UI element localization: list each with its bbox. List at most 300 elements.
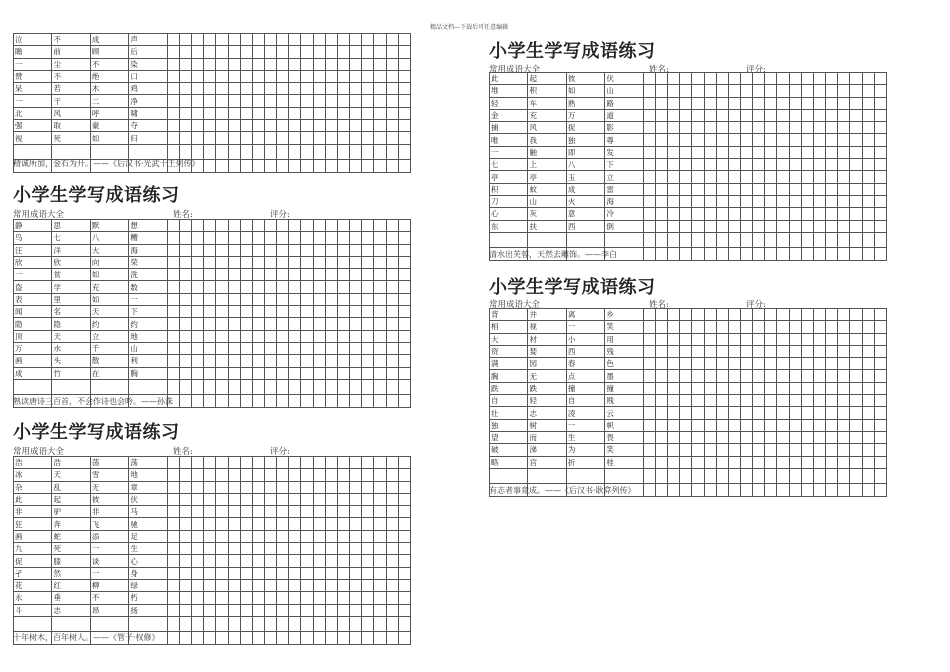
practice-cell xyxy=(325,530,337,542)
practice-cell xyxy=(204,256,216,268)
practice-cell xyxy=(838,407,850,419)
practice-cell xyxy=(680,333,692,345)
idiom-row xyxy=(14,318,411,330)
idiom-char-cell: 干 xyxy=(52,95,90,107)
practice-cell xyxy=(277,281,289,293)
practice-cell xyxy=(362,355,374,367)
idiom-char-cell: 表 xyxy=(14,293,52,305)
practice-cell xyxy=(325,120,337,132)
practice-cell xyxy=(826,134,838,146)
blank-cell xyxy=(325,631,337,644)
idiom-char-cell: 胸 xyxy=(129,367,167,379)
practice-cell xyxy=(777,333,789,345)
practice-cell xyxy=(240,107,252,119)
blank-cell xyxy=(313,159,325,172)
practice-cell xyxy=(252,120,264,132)
practice-cell xyxy=(643,456,655,468)
practice-cell xyxy=(337,46,349,58)
practice-cell xyxy=(728,73,740,85)
practice-cell xyxy=(643,419,655,431)
idiom-char-cell: 取 xyxy=(52,120,90,132)
practice-cell xyxy=(826,309,838,321)
blank-cell xyxy=(490,468,528,483)
practice-cell xyxy=(874,333,886,345)
practice-cell xyxy=(228,592,240,604)
practice-cell xyxy=(252,318,264,330)
idiom-char-cell: 影 xyxy=(605,122,643,134)
practice-cell xyxy=(655,73,667,85)
practice-cell xyxy=(277,530,289,542)
practice-cell xyxy=(386,107,398,119)
blank-cell xyxy=(728,468,740,483)
idiom-char-cell: 彼 xyxy=(566,73,604,85)
practice-cell xyxy=(716,195,728,207)
practice-cell xyxy=(789,358,801,370)
practice-cell xyxy=(325,220,337,232)
idiom-char-cell: 桂 xyxy=(605,456,643,468)
practice-cell xyxy=(680,109,692,121)
practice-cell xyxy=(277,469,289,481)
practice-cell xyxy=(204,70,216,82)
blank-cell xyxy=(374,379,386,394)
practice-cell xyxy=(179,132,191,144)
practice-cell xyxy=(838,97,850,109)
practice-cell xyxy=(289,330,301,342)
practice-cell xyxy=(838,321,850,333)
practice-cell xyxy=(192,281,204,293)
practice-cell xyxy=(765,183,777,195)
practice-cell xyxy=(301,58,313,70)
practice-cell xyxy=(753,382,765,394)
practice-cell xyxy=(850,444,862,456)
practice-cell xyxy=(265,604,277,616)
idiom-grid xyxy=(489,308,887,497)
practice-cell xyxy=(216,530,228,542)
practice-cell xyxy=(167,555,179,567)
blank-cell xyxy=(289,616,301,631)
practice-cell xyxy=(655,407,667,419)
blank-cell xyxy=(192,616,204,631)
idiom-row xyxy=(14,604,411,616)
practice-cell xyxy=(313,232,325,244)
practice-cell xyxy=(826,85,838,97)
practice-cell xyxy=(192,604,204,616)
practice-cell xyxy=(728,309,740,321)
blank-cell xyxy=(874,483,886,496)
practice-cell xyxy=(668,456,680,468)
blank-cell xyxy=(777,483,789,496)
practice-cell xyxy=(216,506,228,518)
practice-cell xyxy=(668,419,680,431)
practice-cell xyxy=(374,555,386,567)
practice-cell xyxy=(789,309,801,321)
blank-cell xyxy=(337,394,349,407)
idiom-char-cell: 七 xyxy=(52,232,90,244)
blank-cell xyxy=(90,616,128,631)
practice-cell xyxy=(386,95,398,107)
practice-cell xyxy=(838,208,850,220)
idiom-char-cell: 一 xyxy=(90,567,128,579)
practice-cell xyxy=(838,333,850,345)
idiom-char-cell: 天 xyxy=(90,306,128,318)
practice-cell xyxy=(850,122,862,134)
idiom-char-cell: 汪 xyxy=(14,244,52,256)
practice-cell xyxy=(753,146,765,158)
idiom-row xyxy=(14,120,411,132)
practice-cell xyxy=(668,208,680,220)
practice-cell xyxy=(801,109,813,121)
blank-cell xyxy=(862,468,874,483)
blank-cell xyxy=(398,144,410,159)
practice-cell xyxy=(801,97,813,109)
idiom-char-cell: 非 xyxy=(90,506,128,518)
practice-cell xyxy=(874,97,886,109)
blank-cell xyxy=(741,468,753,483)
idiom-char-cell: 海 xyxy=(129,244,167,256)
practice-cell xyxy=(252,232,264,244)
practice-cell xyxy=(862,208,874,220)
quote-footer: 有志者事竟成。——《后汉书·耿弇列传》 xyxy=(489,486,636,495)
practice-cell xyxy=(204,95,216,107)
practice-cell xyxy=(386,281,398,293)
practice-cell xyxy=(741,73,753,85)
idiom-char-cell: 不 xyxy=(90,592,128,604)
practice-cell xyxy=(801,122,813,134)
worksheet-title: 小学生学写成语练习 xyxy=(13,185,180,206)
practice-cell xyxy=(301,592,313,604)
blank-cell xyxy=(301,631,313,644)
practice-cell xyxy=(874,431,886,443)
practice-cell xyxy=(277,592,289,604)
idiom-char-cell: 下 xyxy=(605,159,643,171)
practice-cell xyxy=(789,382,801,394)
practice-cell xyxy=(777,370,789,382)
practice-cell xyxy=(874,183,886,195)
practice-cell xyxy=(728,395,740,407)
idiom-char-cell: 一 xyxy=(566,321,604,333)
practice-cell xyxy=(716,134,728,146)
practice-cell xyxy=(362,367,374,379)
practice-cell xyxy=(350,604,362,616)
practice-cell xyxy=(252,506,264,518)
practice-cell xyxy=(313,592,325,604)
practice-cell xyxy=(777,345,789,357)
practice-cell xyxy=(240,579,252,591)
idiom-row xyxy=(14,83,411,95)
practice-cell xyxy=(655,382,667,394)
practice-cell xyxy=(643,309,655,321)
blank-cell xyxy=(265,144,277,159)
blank-cell xyxy=(680,483,692,496)
practice-cell xyxy=(216,567,228,579)
idiom-char-cell: 染 xyxy=(129,58,167,70)
idiom-char-cell: 一 xyxy=(14,269,52,281)
practice-cell xyxy=(801,85,813,97)
practice-cell xyxy=(716,395,728,407)
practice-cell xyxy=(643,97,655,109)
practice-cell xyxy=(838,309,850,321)
idiom-char-cell: 洋 xyxy=(52,244,90,256)
practice-cell xyxy=(741,309,753,321)
practice-cell xyxy=(655,146,667,158)
practice-cell xyxy=(362,555,374,567)
idiom-char-cell: 乱 xyxy=(52,481,90,493)
idiom-char-cell: 头 xyxy=(52,355,90,367)
practice-cell xyxy=(765,146,777,158)
practice-cell xyxy=(240,604,252,616)
idiom-char-cell: 泣 xyxy=(14,34,52,46)
practice-cell xyxy=(337,120,349,132)
practice-cell xyxy=(240,83,252,95)
practice-cell xyxy=(655,208,667,220)
idiom-char-cell: 斗 xyxy=(14,604,52,616)
practice-cell xyxy=(216,579,228,591)
practice-cell xyxy=(313,342,325,354)
practice-cell xyxy=(265,579,277,591)
practice-cell xyxy=(265,95,277,107)
blank-cell xyxy=(643,232,655,247)
practice-cell xyxy=(716,345,728,357)
practice-cell xyxy=(704,419,716,431)
blank-cell xyxy=(765,483,777,496)
practice-cell xyxy=(386,306,398,318)
practice-cell xyxy=(801,321,813,333)
blank-cell xyxy=(716,468,728,483)
practice-cell xyxy=(265,518,277,530)
practice-cell xyxy=(374,318,386,330)
practice-cell xyxy=(289,367,301,379)
practice-cell xyxy=(728,171,740,183)
practice-cell xyxy=(643,382,655,394)
practice-cell xyxy=(252,281,264,293)
practice-cell xyxy=(204,469,216,481)
blank-cell xyxy=(362,144,374,159)
practice-cell xyxy=(826,321,838,333)
practice-cell xyxy=(337,579,349,591)
idiom-row xyxy=(14,469,411,481)
practice-cell xyxy=(862,382,874,394)
practice-cell xyxy=(313,604,325,616)
idiom-row xyxy=(490,444,887,456)
practice-cell xyxy=(765,109,777,121)
practice-cell xyxy=(325,256,337,268)
practice-cell xyxy=(289,120,301,132)
practice-cell xyxy=(204,579,216,591)
practice-cell xyxy=(228,70,240,82)
idiom-char-cell: 离 xyxy=(566,309,604,321)
idiom-row xyxy=(490,159,887,171)
practice-cell xyxy=(216,132,228,144)
blank-cell xyxy=(216,631,228,644)
practice-cell xyxy=(325,244,337,256)
practice-cell xyxy=(753,183,765,195)
practice-cell xyxy=(313,493,325,505)
practice-cell xyxy=(179,70,191,82)
practice-cell xyxy=(265,355,277,367)
practice-cell xyxy=(753,171,765,183)
practice-cell xyxy=(179,518,191,530)
practice-cell xyxy=(301,579,313,591)
practice-cell xyxy=(398,481,410,493)
practice-cell xyxy=(216,355,228,367)
practice-cell xyxy=(192,318,204,330)
practice-cell xyxy=(704,97,716,109)
practice-cell xyxy=(874,419,886,431)
blank-cell xyxy=(216,379,228,394)
practice-cell xyxy=(265,293,277,305)
practice-cell xyxy=(265,34,277,46)
idiom-char-cell: 山 xyxy=(129,342,167,354)
idiom-char-cell: 如 xyxy=(566,85,604,97)
practice-cell xyxy=(716,146,728,158)
practice-cell xyxy=(874,309,886,321)
idiom-char-cell: 然 xyxy=(52,567,90,579)
practice-cell xyxy=(350,58,362,70)
practice-cell xyxy=(167,318,179,330)
practice-cell xyxy=(362,232,374,244)
practice-cell xyxy=(789,85,801,97)
practice-cell xyxy=(337,367,349,379)
practice-cell xyxy=(240,256,252,268)
practice-cell xyxy=(692,171,704,183)
practice-cell xyxy=(826,444,838,456)
practice-cell xyxy=(337,481,349,493)
idiom-char-cell: 蛇 xyxy=(52,530,90,542)
practice-cell xyxy=(826,358,838,370)
name-label: 姓名: xyxy=(649,300,669,310)
practice-cell xyxy=(655,395,667,407)
practice-cell xyxy=(668,333,680,345)
idiom-char-cell: 山 xyxy=(605,85,643,97)
practice-cell xyxy=(374,330,386,342)
idiom-char-cell: 大 xyxy=(90,244,128,256)
idiom-char-cell: 跌 xyxy=(528,382,566,394)
practice-cell xyxy=(386,506,398,518)
practice-cell xyxy=(313,70,325,82)
practice-cell xyxy=(874,85,886,97)
blank-cell xyxy=(252,394,264,407)
blank-cell xyxy=(826,468,838,483)
practice-cell xyxy=(813,159,825,171)
practice-cell xyxy=(728,382,740,394)
practice-cell xyxy=(350,256,362,268)
practice-cell xyxy=(386,457,398,469)
practice-cell xyxy=(777,419,789,431)
practice-cell xyxy=(204,120,216,132)
practice-cell xyxy=(862,321,874,333)
practice-cell xyxy=(192,58,204,70)
practice-cell xyxy=(362,83,374,95)
idiom-char-cell: 如 xyxy=(90,293,128,305)
blank-cell xyxy=(252,159,264,172)
practice-cell xyxy=(777,97,789,109)
idiom-char-cell: 谈 xyxy=(90,555,128,567)
practice-cell xyxy=(680,382,692,394)
practice-cell xyxy=(325,355,337,367)
practice-cell xyxy=(728,208,740,220)
practice-cell xyxy=(240,330,252,342)
blank-cell xyxy=(277,159,289,172)
practice-cell xyxy=(325,293,337,305)
practice-cell xyxy=(350,232,362,244)
practice-cell xyxy=(192,342,204,354)
practice-cell xyxy=(862,146,874,158)
practice-cell xyxy=(265,107,277,119)
practice-cell xyxy=(680,309,692,321)
practice-cell xyxy=(692,73,704,85)
practice-cell xyxy=(313,244,325,256)
blank-cell xyxy=(167,144,179,159)
idiom-char-cell: 一 xyxy=(90,543,128,555)
idiom-char-cell: 一 xyxy=(566,419,604,431)
practice-cell xyxy=(741,321,753,333)
practice-cell xyxy=(374,107,386,119)
idiom-row xyxy=(14,579,411,591)
practice-cell xyxy=(192,83,204,95)
practice-cell xyxy=(801,134,813,146)
practice-cell xyxy=(325,604,337,616)
practice-cell xyxy=(301,281,313,293)
practice-cell xyxy=(216,256,228,268)
practice-cell xyxy=(826,370,838,382)
practice-cell xyxy=(350,306,362,318)
practice-cell xyxy=(838,358,850,370)
blank-cell xyxy=(801,483,813,496)
idiom-char-cell: 地 xyxy=(129,469,167,481)
practice-cell xyxy=(668,309,680,321)
practice-cell xyxy=(813,345,825,357)
practice-cell xyxy=(277,518,289,530)
blank-cell xyxy=(813,483,825,496)
blank-cell xyxy=(668,468,680,483)
practice-cell xyxy=(716,407,728,419)
idiom-char-cell: 永 xyxy=(14,592,52,604)
practice-cell xyxy=(325,83,337,95)
practice-cell xyxy=(741,159,753,171)
practice-cell xyxy=(192,506,204,518)
practice-cell xyxy=(643,146,655,158)
practice-cell xyxy=(301,567,313,579)
practice-cell xyxy=(826,220,838,232)
practice-cell xyxy=(313,543,325,555)
idiom-char-cell: 自 xyxy=(566,395,604,407)
idiom-row xyxy=(490,134,887,146)
blank-cell xyxy=(192,144,204,159)
practice-cell xyxy=(240,46,252,58)
practice-cell xyxy=(728,407,740,419)
practice-cell xyxy=(313,555,325,567)
practice-cell xyxy=(277,107,289,119)
practice-cell xyxy=(753,444,765,456)
idiom-char-cell: 八 xyxy=(566,159,604,171)
idiom-char-cell: 名 xyxy=(52,306,90,318)
practice-cell xyxy=(362,604,374,616)
practice-cell xyxy=(741,407,753,419)
practice-cell xyxy=(728,431,740,443)
practice-cell xyxy=(692,159,704,171)
practice-cell xyxy=(386,469,398,481)
practice-cell xyxy=(252,567,264,579)
blank-cell xyxy=(362,616,374,631)
idiom-char-cell: 冰 xyxy=(14,469,52,481)
idiom-char-cell: 非 xyxy=(14,506,52,518)
practice-cell xyxy=(313,256,325,268)
practice-cell xyxy=(668,382,680,394)
practice-cell xyxy=(813,183,825,195)
blank-row xyxy=(490,232,887,247)
practice-cell xyxy=(240,457,252,469)
practice-cell xyxy=(179,83,191,95)
